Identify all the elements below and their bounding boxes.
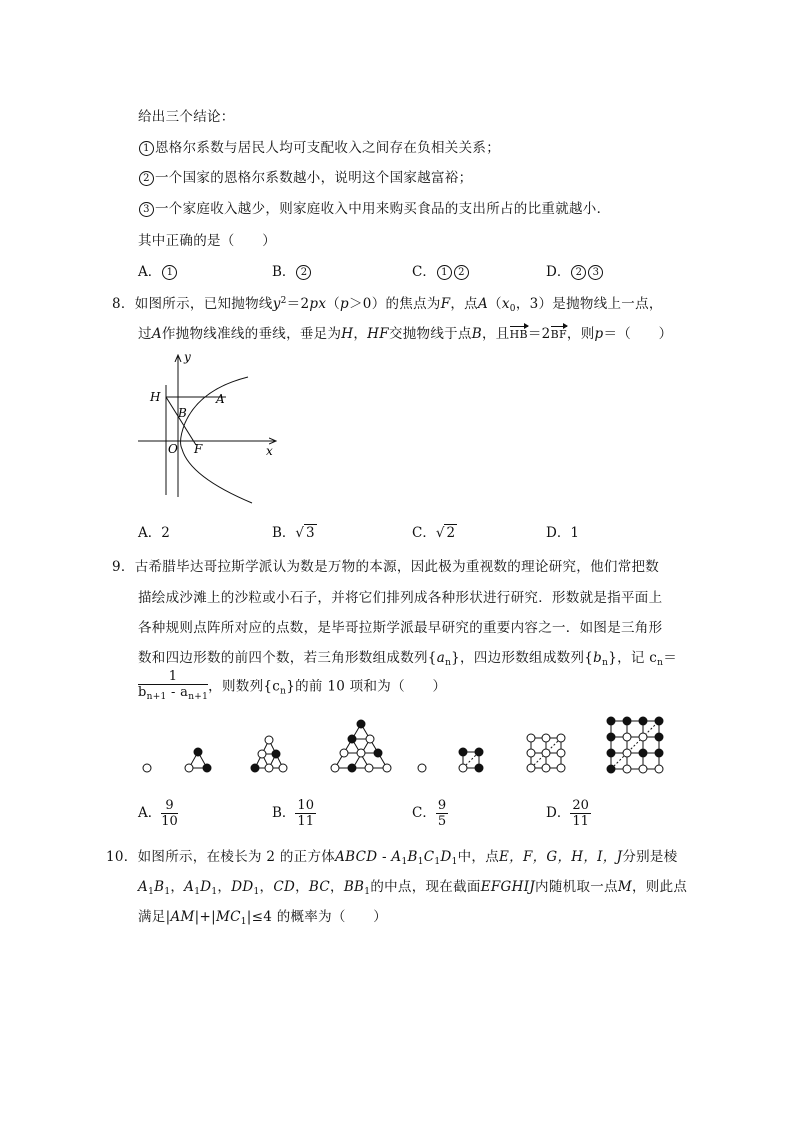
q10-line-2: $A_1B_1$，$A_1D_1$，$DD_1$，CD，BC，$BB_1$的中点，现在截面EFGHIJ内随机取一点M，则此点	[138, 879, 688, 897]
circled-number: 1	[139, 141, 154, 156]
vector-hb: HB	[510, 324, 528, 341]
q7-question: 其中正确的是（ ）	[138, 233, 276, 249]
q7-option-b: B． 2	[272, 260, 312, 280]
q10-line-3: 满足$|AM|+|MC_1|\le 4$ 的概率为（ ）	[138, 909, 388, 927]
circled-number: 3	[139, 202, 154, 217]
q7-conclusion-2: 2 一个国家的恩格尔系数越小，说明这个国家越富裕；	[138, 166, 472, 186]
q8-line-1: 8．如图所示，已知抛物线$y^2=2px(p>0)$的焦点为F，点$A(x_0$，3）是抛物线上一点，	[112, 296, 663, 314]
q7-conclusion-3: 3 一个家庭收入越少，则家庭收入中用来购买食品的支出所占的比重就越小．	[138, 197, 610, 217]
circled-number: 2	[454, 265, 469, 280]
q7-option-d: D． 2 3	[546, 260, 604, 280]
label-x: x	[266, 444, 273, 458]
q8-option-d: D．1	[546, 525, 579, 541]
q8-option-a: A．2	[138, 525, 170, 541]
circled-number: 3	[588, 265, 603, 280]
label-b: B	[178, 406, 187, 420]
figurate-numbers-figure	[135, 712, 675, 782]
q7-option-a: A． 1	[138, 260, 178, 280]
circled-number: 2	[571, 265, 586, 280]
q9-line-3: 各种规则点阵所对应的点数，是毕哥拉斯学派最早研究的重要内容之一．如图是三角形	[138, 620, 663, 636]
parabola-figure	[130, 345, 290, 505]
q8-option-b: B．√ 3	[272, 525, 315, 541]
label-y: y	[184, 350, 191, 364]
q8-option-c: C．√ 2	[412, 525, 456, 541]
circled-number: 1	[437, 265, 452, 280]
label-o: O	[168, 442, 178, 456]
q9-line-5: $\frac{1}{b_{n+1} - a_{n+1}}$ ，则数列$\{c_n\}$的前 10 项和为（ ）	[138, 669, 446, 705]
label-h: H	[150, 390, 161, 404]
q8-line-2: 过A作抛物线准线的垂线，垂足为H，HF交抛物线于点B，且HB＝2BF，则p＝（ ）	[138, 326, 673, 342]
q9-option-d: D． $\frac{20}{11}$	[546, 798, 589, 829]
q9-option-a: A． $\frac{9}{10}$	[138, 798, 178, 829]
vector-bf: BF	[551, 324, 567, 341]
q9-line-4: 数和四边形数的前四个数，若三角形数组成数列$\{a_n\}$，四边形数组成数列$\{b_n\}$，记 $c_n=$	[138, 650, 678, 668]
circled-number: 2	[139, 171, 154, 186]
q10-line-1: 10．如图所示，在棱长为 2 的正方体ABCD - $A_1B_1C_1D_1$中，点E，F，G，H，I，J分别是棱	[106, 849, 678, 867]
circled-number: 1	[162, 265, 177, 280]
c-n-fraction: $\frac{1}{b_{n+1} - a_{n+1}}$	[138, 669, 209, 702]
q7-intro: 给出三个结论：	[138, 109, 235, 125]
q7-conclusion-1: 1 恩格尔系数与居民人均可支配收入之间存在负相关关系；	[138, 136, 500, 156]
q7-option-c: C． 1 2	[412, 260, 470, 280]
label-f: F	[194, 442, 203, 456]
q9-option-c: C． $\frac{9}{5}$	[412, 798, 447, 829]
circled-number: 2	[296, 265, 311, 280]
q9-option-b: B． $\frac{10}{11}$	[272, 798, 314, 829]
label-a: A	[216, 392, 225, 406]
q9-line-2: 描绘成沙滩上的沙粒或小石子，并将它们排列成各种形状进行研究．形数就是指平面上	[138, 590, 663, 606]
q9-line-1: 9．古希腊毕达哥拉斯学派认为数是万物的本源，因此极为重视数的理论研究，他们常把数	[112, 559, 660, 575]
